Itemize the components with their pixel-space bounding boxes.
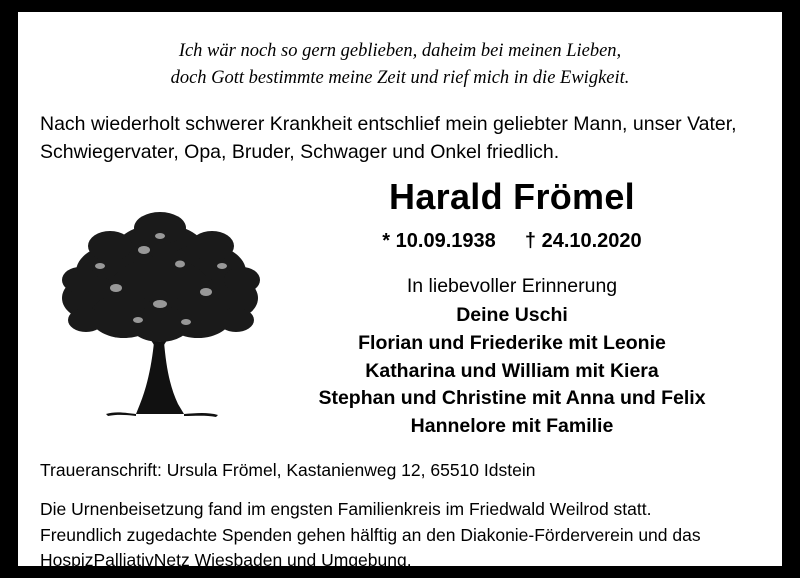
death-symbol: †: [524, 230, 537, 253]
family-member: Deine Uschi: [456, 304, 568, 327]
epitaph-line-1: Ich wär noch so gern geblieben, daheim bei meinen Lieben,: [178, 41, 622, 61]
deceased-name: Harald Frömel: [389, 176, 635, 218]
death-date: 24.10.2020: [541, 230, 642, 253]
obituary-card: [18, 12, 782, 570]
funeral-note-line-2: Freundlich zugedachte Spenden gehen hälftig an den Diakonie-Förderverein und das: [40, 524, 701, 545]
memory-line: In liebevoller Erinnerung: [406, 275, 618, 298]
intro-line-2: Schwiegervater, Opa, Bruder, Schwager und Onkel friedlich.: [40, 140, 560, 163]
mourning-address: Traueranschrift: Ursula Frömel, Kastanienweg 12, 65510 Idstein: [40, 460, 536, 481]
intro-line-1: Nach wiederholt schwerer Krankheit entschlief mein geliebter Mann, unser Vater,: [40, 112, 737, 135]
funeral-notes: [40, 497, 760, 573]
life-dates: [270, 230, 754, 253]
birth-symbol: *: [382, 230, 391, 253]
birth-date: 10.09.1938: [395, 230, 496, 253]
family-member: Katharina und William mit Kiera: [365, 359, 659, 382]
funeral-note-line-3: HospizPalliativNetz Wiesbaden und Umgebung.: [40, 549, 412, 570]
family-member: Florian und Friederike mit Leonie: [358, 331, 666, 354]
family-member: Stephan und Christine mit Anna und Felix: [318, 387, 706, 410]
tree-icon: [56, 192, 266, 422]
deceased-block: [270, 176, 760, 440]
epitaph-line-2: doch Gott bestimmte meine Zeit und rief mich in die Ewigkeit.: [170, 67, 630, 88]
funeral-note-line-1: Die Urnenbeisetzung fand im engsten Familienkreis im Friedwald Weilrod statt.: [40, 499, 652, 520]
notice-body: [40, 176, 760, 444]
intro-text: [40, 110, 760, 167]
family-member: Hannelore mit Familie: [410, 414, 614, 437]
family-list: [270, 302, 754, 440]
epitaph-verse: [40, 38, 760, 92]
